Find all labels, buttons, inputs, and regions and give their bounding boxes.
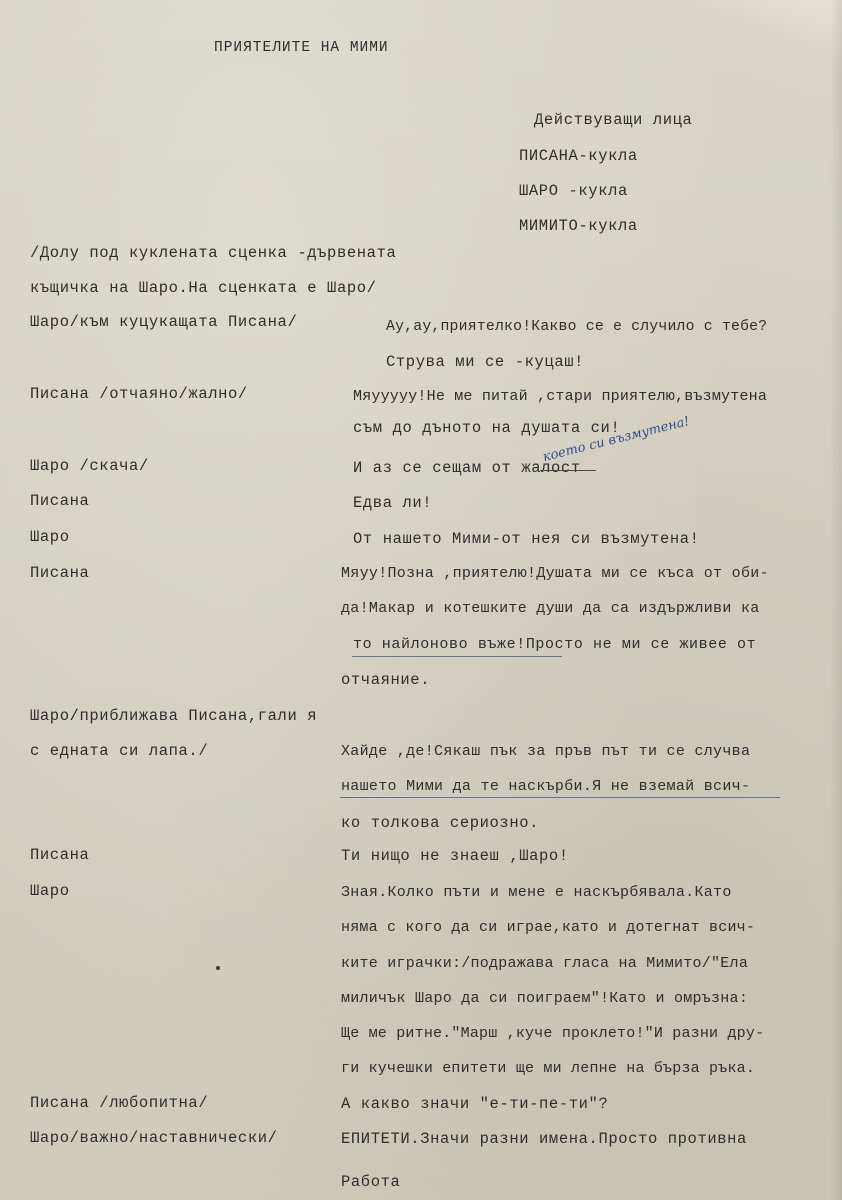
speaker-label: Шаро/важно/наставнически/ <box>30 1129 278 1147</box>
dialogue-line: ко толкова сериозно. <box>341 814 540 832</box>
dialogue-line: отчаяние. <box>341 671 431 689</box>
cast-item-pisana: ПИСАНА-кукла <box>519 147 638 165</box>
dialogue-line: нашето Мими да те наскърби.Я не вземай всич- <box>341 778 751 795</box>
dialogue-line: Мяууууу!Не ме питай ,стари приятелю,възмутена <box>353 388 768 405</box>
speaker-label: Шаро <box>30 528 70 546</box>
strikethrough-mark <box>540 470 596 471</box>
stage-direction-line: къщичка на Шаро.На сценката е Шаро/ <box>30 279 377 297</box>
speaker-label-continued: с едната си лапа./ <box>30 742 209 760</box>
page-title: ПРИЯТЕЛИТЕ НА МИМИ <box>214 40 389 56</box>
dialogue-line: Мяуу!Позна ,приятелю!Душата ми се къса от оби- <box>341 565 769 582</box>
dialogue-line: ЕПИТЕТИ.Значи разни имена.Просто противна <box>341 1130 747 1148</box>
dialogue-line: да!Макар и котешките души да са издържливи ка <box>341 600 760 617</box>
stage-direction-line: /Долу под куклената сценка -дървената <box>30 244 397 262</box>
dialogue-line: то найлоново въже!Просто не ми се живее от <box>353 636 757 653</box>
speaker-label: Писана /любопитна/ <box>30 1094 209 1112</box>
dialogue-line: Ще ме ритне."Марш ,куче проклето!"И разни дру- <box>341 1025 765 1042</box>
cast-heading: Действуващи лица <box>534 111 693 129</box>
dialogue-line: миличък Шаро да си поиграем"!Като и омръзна: <box>341 990 749 1007</box>
speaker-label: Шаро/приближава Писана,гали я <box>30 707 318 725</box>
dialogue-line: И аз се сещам от жалост <box>353 459 581 477</box>
dialogue-line: Струва ми се -куцаш! <box>386 353 585 371</box>
dialogue-line: Зная.Колко пъти и мене е наскърбявала.Като <box>341 884 732 901</box>
paper-corner-fold <box>672 0 842 90</box>
dialogue-line: От нашето Мими-от нея си възмутена! <box>353 530 700 548</box>
speaker-label: Шаро <box>30 882 70 900</box>
dialogue-line: няма с кого да си играе,като и дотегнат всич- <box>341 919 756 936</box>
cast-item-sharo: ШАРО -кукла <box>519 182 628 200</box>
pen-underline <box>340 797 780 798</box>
paper-edge-shade <box>830 0 842 1200</box>
speaker-label: Писана <box>30 846 90 864</box>
dialogue-line: съм до дъното на душата си! <box>353 419 621 437</box>
ink-blot <box>216 966 220 970</box>
speaker-label: Шаро/към куцукащата Писана/ <box>30 313 298 331</box>
dialogue-line: Едва ли! <box>353 494 433 512</box>
speaker-label: Писана /отчаяно/жално/ <box>30 385 248 403</box>
dialogue-line: Работа <box>341 1173 401 1191</box>
dialogue-line: Ти нищо не знаеш ,Шаро! <box>341 847 569 865</box>
dialogue-line: А какво значи "е-ти-пе-ти"? <box>341 1095 609 1113</box>
dialogue-line: Хайде ,де!Сякаш пък за пръв път ти се случва <box>341 743 751 760</box>
dialogue-line: ките играчки:/подражава гласа на Мимито/"Ела <box>341 955 749 972</box>
handwritten-correction: което си възмутена! <box>541 414 692 465</box>
speaker-label: Шаро /скача/ <box>30 457 149 475</box>
speaker-label: Писана <box>30 564 90 582</box>
cast-item-mimito: МИМИТО-кукла <box>519 217 638 235</box>
pen-underline <box>352 656 562 657</box>
dialogue-line: ги кучешки епитети ще ми лепне на бърза ръка. <box>341 1060 756 1077</box>
dialogue-line: Ау,ау,приятелко!Какво се е случило с тебе? <box>386 319 768 335</box>
speaker-label: Писана <box>30 492 90 510</box>
